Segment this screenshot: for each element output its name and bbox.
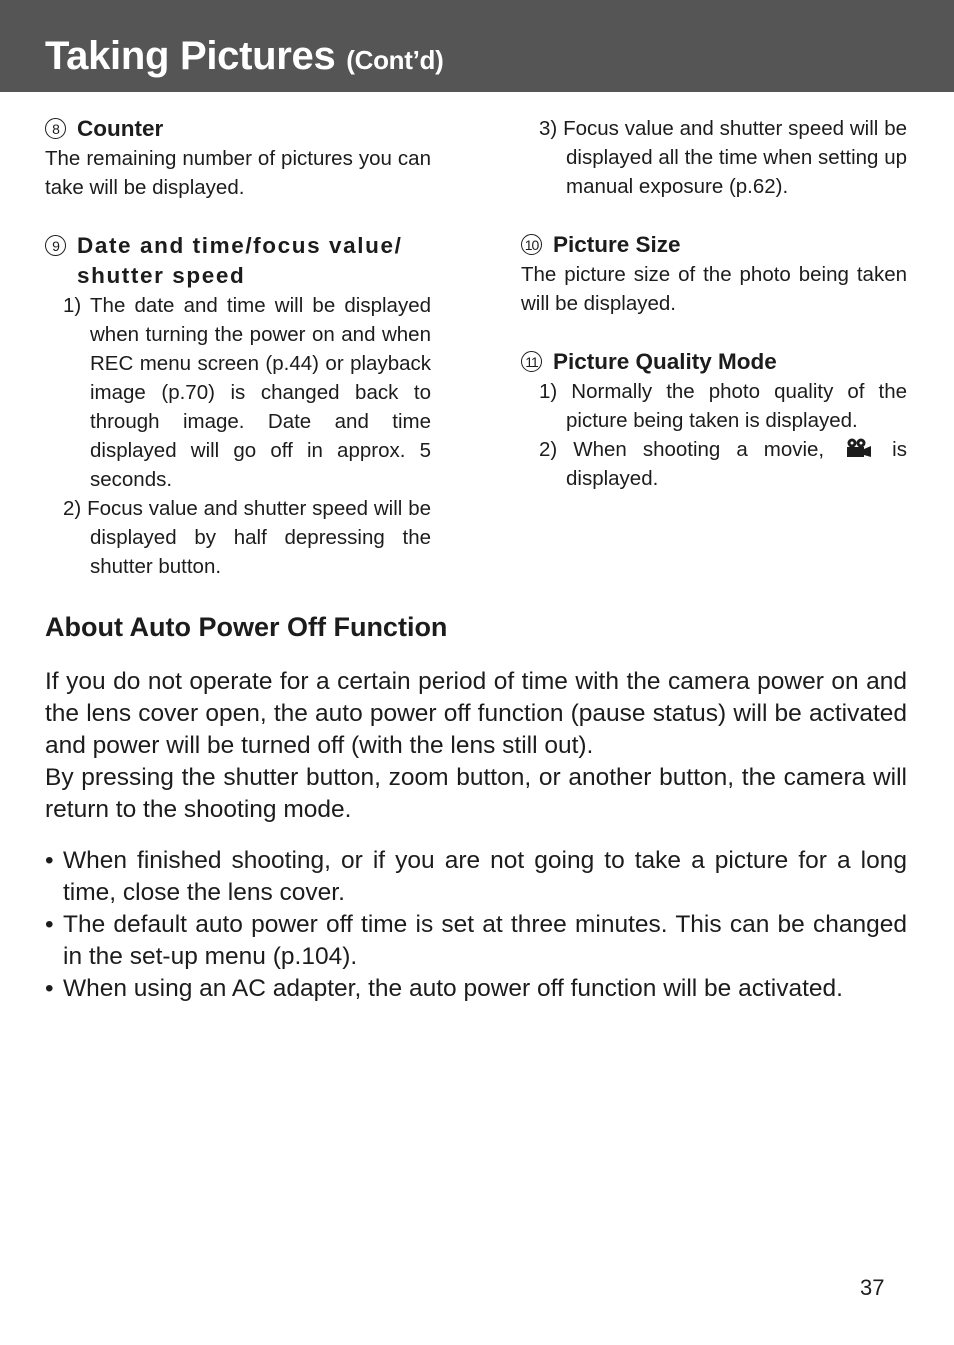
section-heading: [45, 231, 431, 291]
bullet-mark: •: [45, 911, 54, 938]
section-heading: [521, 230, 907, 260]
list-item-text: Normally the photo quality of the picture being taken is displayed.: [566, 380, 907, 432]
bullet-mark: •: [45, 975, 54, 1002]
list-item: [521, 114, 907, 201]
bullet-text: When finished shooting, or if you are not going to take a picture for a long time, close the lens cover.: [63, 847, 907, 906]
circled-number: 8: [45, 118, 66, 139]
page-header: [0, 0, 954, 92]
bullet-text: When using an AC adapter, the auto power off function will be activated.: [63, 975, 843, 1002]
section-title: Picture Size: [553, 232, 681, 257]
left-column: [45, 114, 431, 610]
page-title-text: Taking Pictures: [45, 34, 336, 78]
page-title: [45, 34, 443, 82]
section-picture-quality: [521, 347, 907, 493]
list-item-mark: 1): [539, 380, 558, 403]
list-item: [45, 494, 431, 581]
section-body: The remaining number of pictures you can take will be displayed.: [45, 147, 431, 199]
bullet-item: [45, 909, 907, 973]
list-item-mark: 2): [539, 438, 558, 461]
section-date-time: [45, 231, 431, 581]
section-heading: [521, 347, 907, 377]
paragraph: By pressing the shutter button, zoom button, or another button, the camera will return to the shooting mode.: [45, 764, 907, 823]
section-counter: [45, 114, 431, 202]
section-title: Counter: [77, 116, 164, 141]
page-number: 37: [860, 1275, 885, 1300]
numbered-list: [521, 114, 907, 201]
list-item-mark: 1): [63, 294, 82, 317]
numbered-list: [45, 291, 431, 581]
list-item-text: When shooting a movie,: [573, 438, 825, 461]
circled-number: 10: [521, 234, 542, 255]
section-heading-auto-power-off: About Auto Power Off Function: [45, 612, 448, 642]
section-body: The picture size of the photo being taken will be displayed.: [521, 263, 907, 315]
list-item: [45, 291, 431, 494]
section-title: Picture Quality Mode: [553, 349, 777, 374]
section-picture-size: [521, 230, 907, 318]
bullet-text: The default auto power off time is set at three minutes. This can be changed in the set-up menu (p.104).: [63, 911, 907, 970]
auto-power-description: [45, 666, 907, 826]
section-heading: [45, 114, 431, 144]
bullet-item: [45, 973, 907, 1005]
circled-number: 9: [45, 235, 66, 256]
list-item: [521, 435, 907, 493]
list-item-mark: 3): [539, 117, 558, 140]
section-continued: [521, 114, 907, 201]
bullet-list: [45, 845, 907, 1005]
numbered-list: [521, 377, 907, 493]
movie-camera-icon: [844, 438, 872, 458]
list-item-mark: 2): [63, 497, 82, 520]
page-title-continued: (Cont’d): [346, 45, 444, 75]
list-item-text-after: is displayed.: [566, 438, 907, 490]
bullet-item: [45, 845, 907, 909]
section-title: Date and time/focus value/ shutter speed: [77, 233, 403, 288]
right-column: [521, 114, 907, 522]
paragraph: If you do not operate for a certain period of time with the camera power on and the lens cover open, the auto power off function (pause status) will be activated and power will be turned off (with the lens still out).: [45, 668, 907, 759]
list-item: [521, 377, 907, 435]
bullet-mark: •: [45, 847, 54, 874]
circled-number: 11: [521, 351, 542, 372]
list-item-text: Focus value and shutter speed will be displayed by half depressing the shutter button.: [87, 497, 431, 578]
list-item-text: The date and time will be displayed when turning the power on and when REC menu screen (p.44) or playback image (p.70) is changed back to through image. Date and time displayed will go off in approx. 5 seconds.: [90, 294, 432, 491]
list-item-text: Focus value and shutter speed will be displayed all the time when setting up manual exposure (p.62).: [563, 117, 907, 198]
